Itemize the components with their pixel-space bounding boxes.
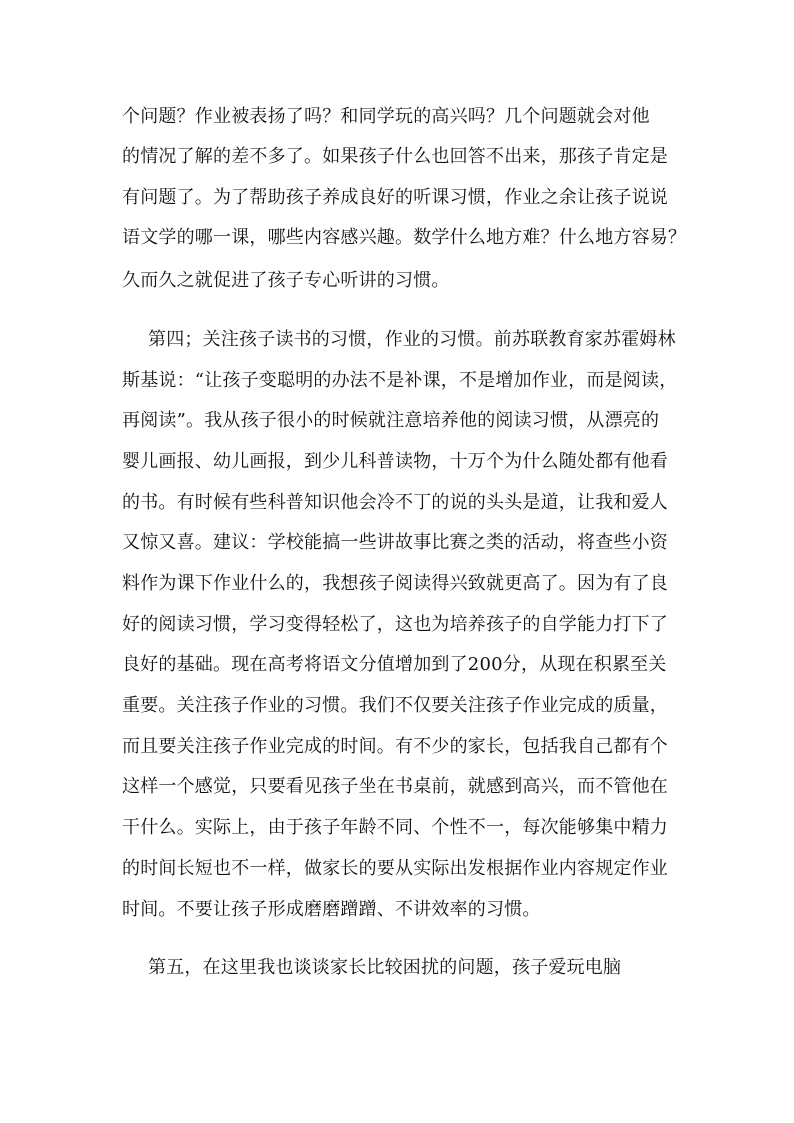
paragraph-2-line-15: 时间。不要让孩子形成磨磨蹭蹭、不讲效率的习惯。 [122, 899, 541, 920]
paragraph-2-line-14: 的时间长短也不一样，做家长的要从实际出发根据作业内容规定作业 [122, 858, 668, 879]
paragraph-2-line-4: 婴儿画报、幼儿画报，到少儿科普读物，十万个为什么随处都有他看 [122, 451, 668, 472]
paragraph-2-line-7: 料作为课下作业什么的，我想孩子阅读得兴致就更高了。因为有了良 [122, 573, 668, 594]
paragraph-2-line-11: 而且要关注孩子作业完成的时间。有不少的家长，包括我自己都有个 [122, 736, 668, 757]
paragraph-2-line-9: 良好的基础。现在高考将语文分值增加到了200分，从现在积累至关 [122, 654, 667, 675]
paragraph-2-line-5: 的书。有时候有些科普知识他会冷不丁的说的头头是道，让我和爱人 [122, 492, 668, 513]
paragraph-1-line-3: 有问题了。为了帮助孩子养成良好的听课习惯，作业之余让孩子说说 [122, 187, 668, 208]
paragraph-2-line-1: 第四；关注孩子读书的习惯，作业的习惯。前苏联教育家苏霍姆林 [148, 329, 676, 350]
paragraph-2-line-3: 再阅读”。我从孩子很小的时候就注意培养他的阅读习惯，从漂亮的 [122, 410, 660, 431]
paragraph-2-line-10: 重要。关注孩子作业的习惯。我们不仅要关注孩子作业完成的质量， [122, 695, 668, 716]
paragraph-2-line-2: 斯基说：“让孩子变聪明的办法不是补课，不是增加作业，而是阅读， [122, 370, 678, 391]
paragraph-1-line-4: 语文学的哪一课，哪些内容感兴趣。数学什么地方难？什么地方容易？ [122, 227, 687, 248]
paragraph-2-line-13: 干什么。实际上，由于孩子年龄不同、个性不一，每次能够集中精力 [122, 817, 668, 838]
paragraph-1-line-5: 久而久之就促进了孩子专心听讲的习惯。 [122, 270, 450, 291]
paragraph-3-line-1: 第五，在这里我也谈谈家长比较困扰的问题，孩子爱玩电脑 [148, 957, 622, 978]
paragraph-2-line-6: 又惊又喜。建议：学校能搞一些讲故事比赛之类的活动，将查些小资 [122, 532, 668, 553]
paragraph-2-line-12: 这样一个感觉，只要看见孩子坐在书桌前，就感到高兴，而不管他在 [122, 776, 668, 797]
paragraph-1-line-1: 个问题？作业被表扬了吗？和同学玩的高兴吗？几个问题就会对他 [122, 106, 650, 127]
paragraph-2-line-8: 好的阅读习惯，学习变得轻松了，这也为培养孩子的自学能力打下了 [122, 614, 668, 635]
paragraph-1-line-2: 的情况了解的差不多了。如果孩子什么也回答不出来，那孩子肯定是 [122, 146, 668, 167]
